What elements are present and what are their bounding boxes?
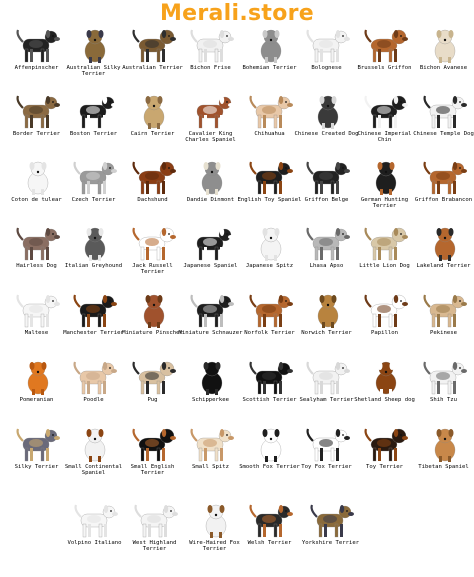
dog-photo: [187, 25, 235, 63]
breed-label: Bolognese: [311, 65, 342, 71]
breed-card-volpino-italiano: [64, 500, 125, 568]
breed-label: Silky Terrier: [14, 464, 59, 470]
breed-label: Little Lion Dog: [359, 263, 410, 269]
dog-photo: [129, 91, 177, 129]
breed-card-scottish-terrier: [239, 357, 300, 425]
dog-photo: [13, 357, 61, 395]
breed-card-norwich-terrier: [296, 290, 357, 358]
breed-card-chinese-created-dog: [296, 91, 357, 159]
dog-photo: [246, 25, 294, 63]
breed-card-sealyham-terrier: [296, 357, 357, 425]
breed-card-pekinese: [413, 290, 474, 358]
dog-photo: [420, 91, 468, 129]
breed-label: Griffon Belge: [304, 197, 349, 203]
breed-card-griffon-belge: [296, 157, 357, 225]
dog-photo: [13, 223, 61, 261]
breed-label: Poodle: [83, 397, 104, 403]
breed-label: Manchester Terrier: [63, 330, 124, 336]
breed-card-coton-de-tulear: [6, 157, 67, 225]
breed-label: Australian Silky Terrier: [66, 65, 121, 78]
dog-photo: [187, 91, 235, 129]
breed-card-shetland-sheep-dog: [354, 357, 415, 425]
breed-card-czech-terrier: [63, 157, 124, 225]
breed-label: Sealyham Terrier: [299, 397, 354, 403]
breed-card-maltese: [6, 290, 67, 358]
dog-photo: [187, 290, 235, 328]
breed-label: Shetland Sheep dog: [354, 397, 415, 403]
breed-label: Small Spitz: [191, 464, 230, 470]
breed-label: Lhasa Apso: [309, 263, 344, 269]
breed-label: Pug: [147, 397, 158, 403]
dog-photo: [420, 357, 468, 395]
breed-card-small-english-terrier: [122, 424, 183, 492]
dog-photo: [246, 424, 294, 462]
dog-photo: [13, 25, 61, 63]
breed-card-cavalier-king-charles-spaniel: [180, 91, 241, 159]
breed-card-bolognese: [296, 25, 357, 93]
breed-card-toy-terrier: [354, 424, 415, 492]
breed-label: Volpino Italiano: [67, 540, 122, 546]
breed-label: Small English Terrier: [130, 464, 175, 477]
dog-photo: [13, 290, 61, 328]
breed-card-miniature-pinscher: [122, 290, 183, 358]
dog-photo: [187, 357, 235, 395]
breed-label: Hairless Dog: [16, 263, 57, 269]
breed-card-brussels-griffon: [354, 25, 415, 93]
breed-card-lakeland-terrier: [413, 223, 474, 291]
breed-card-bichon-avanese: [413, 25, 474, 93]
dog-photo: [246, 157, 294, 195]
dog-photo: [303, 424, 351, 462]
breed-label: Pekinese: [430, 330, 457, 336]
breed-card-australian-silky-terrier: [63, 25, 124, 93]
dog-photo: [71, 500, 119, 538]
breed-card-japanese-spaniel: [180, 223, 241, 291]
breed-label: Tibetan Spaniel: [418, 464, 469, 470]
breed-label: Scottish Terrier: [242, 397, 297, 403]
breed-card-chihuahua: [239, 91, 300, 159]
dog-photo: [361, 91, 409, 129]
breed-label: Miniature Pinscher: [122, 330, 183, 336]
breed-label: Welsh Terrier: [247, 540, 292, 546]
breed-label: Norwich Terrier: [301, 330, 352, 336]
breed-card-pug: [122, 357, 183, 425]
breed-card-lhasa-apso: [296, 223, 357, 291]
dog-photo: [246, 290, 294, 328]
breed-label: Australian Terrier: [122, 65, 183, 71]
breed-label: Pomeranian: [19, 397, 54, 403]
dog-photo: [70, 357, 118, 395]
breed-label: Chinese Temple Dog: [413, 131, 474, 137]
breed-card-dandie-dinmont: [180, 157, 241, 225]
breed-card-italian-greyhound: [63, 223, 124, 291]
breed-label: Dachshund: [137, 197, 168, 203]
dog-photo: [303, 91, 351, 129]
breed-card-german-hunting-terrier: [354, 157, 415, 225]
breed-card-australian-terrier: [122, 25, 183, 93]
breed-label: Small Continental Spaniel: [64, 464, 123, 477]
breed-card-pomeranian: [6, 357, 67, 425]
dog-photo: [361, 357, 409, 395]
dog-photo: [361, 25, 409, 63]
breed-label: Lakeland Terrier: [416, 263, 471, 269]
breed-card-affenpinscher: [6, 25, 67, 93]
dog-photo: [361, 290, 409, 328]
breed-card-chinese-imperial-chin: [354, 91, 415, 159]
breed-label: Japanese Spaniel: [183, 263, 238, 269]
dog-photo: [13, 424, 61, 462]
breed-card-english-toy-spaniel: [239, 157, 300, 225]
breed-label: Toy Fox Terrier: [301, 464, 352, 470]
breed-label: Cairn Terrier: [130, 131, 175, 137]
breed-label: Brussels Griffon: [357, 65, 412, 71]
breed-card-bohemian-terrier: [239, 25, 300, 93]
dog-photo: [361, 157, 409, 195]
dog-photo: [129, 357, 177, 395]
breed-label: Bichon Avanese: [419, 65, 468, 71]
breed-card-miniature-schnauzer: [180, 290, 241, 358]
breed-card-bichon-frise: [180, 25, 241, 93]
breed-label: Wire-Haired Fox Terrier: [189, 540, 240, 553]
breed-card-norfolk-terrier: [239, 290, 300, 358]
dog-photo: [361, 424, 409, 462]
dog-photo: [70, 223, 118, 261]
dog-photo: [70, 25, 118, 63]
dog-photo: [70, 157, 118, 195]
dog-photo: [70, 290, 118, 328]
breed-card-small-spitz: [180, 424, 241, 492]
breed-card-griffon-brabancon: [413, 157, 474, 225]
dog-photo: [246, 91, 294, 129]
breed-card-silky-terrier: [6, 424, 67, 492]
dog-photo: [129, 223, 177, 261]
breed-label: Yorkshire Terrier: [301, 540, 360, 546]
dog-photo: [420, 25, 468, 63]
dog-photo: [246, 500, 294, 538]
dog-photo: [129, 157, 177, 195]
dog-photo: [420, 157, 468, 195]
breed-label: Bichon Frise: [190, 65, 231, 71]
dog-photo: [303, 357, 351, 395]
dog-photo: [187, 157, 235, 195]
breed-label: Papillon: [371, 330, 398, 336]
breed-label: Toy Terrier: [365, 464, 404, 470]
dog-photo: [246, 357, 294, 395]
breed-card-dachshund: [122, 157, 183, 225]
breed-card-little-lion-dog: [354, 223, 415, 291]
breed-label: Italian Greyhound: [64, 263, 123, 269]
breed-card-yorkshire-terrier: [300, 500, 361, 568]
breed-label: Griffon Brabancon: [414, 197, 473, 203]
breed-label: Chinese Created Dog: [294, 131, 359, 137]
breed-label: German Hunting Terrier: [360, 197, 409, 210]
breed-label: Affenpinscher: [14, 65, 59, 71]
breed-label: Norfolk Terrier: [244, 330, 295, 336]
dog-photo: [131, 500, 179, 538]
dog-photo: [191, 500, 239, 538]
breed-card-schipperkee: [180, 357, 241, 425]
breed-label: Border Terrier: [12, 131, 61, 137]
breed-card-tibetan-spaniel: [413, 424, 474, 492]
dog-photo: [13, 157, 61, 195]
dog-photo: [129, 424, 177, 462]
breed-card-boston-terrier: [63, 91, 124, 159]
breed-card-wire-haired-fox-terrier: [184, 500, 245, 568]
breed-label: Maltese: [24, 330, 49, 336]
breed-card-shih-tzu: [413, 357, 474, 425]
breed-card-border-terrier: [6, 91, 67, 159]
breed-label: Jack Russell Terrier: [132, 263, 173, 276]
breed-label: Miniature Schnauzer: [178, 330, 243, 336]
breed-card-manchester-terrier: [63, 290, 124, 358]
breed-card-welsh-terrier: [239, 500, 300, 568]
breed-card-west-highland-terrier: [124, 500, 185, 568]
dog-photo: [303, 25, 351, 63]
dog-photo: [70, 424, 118, 462]
breed-label: Coton de tulear: [11, 197, 62, 203]
dog-photo: [246, 223, 294, 261]
site-title: Merali.store: [159, 1, 315, 26]
dog-photo: [187, 424, 235, 462]
breed-card-small-continental-spaniel: [63, 424, 124, 492]
dog-photo: [303, 157, 351, 195]
breed-label: Japanese Spitz: [245, 263, 294, 269]
breed-card-japanese-spitz: [239, 223, 300, 291]
breed-label: West Highland Terrier: [132, 540, 177, 553]
breed-label: Czech Terrier: [71, 197, 116, 203]
breed-label: Bohemian Terrier: [242, 65, 297, 71]
dog-photo: [420, 424, 468, 462]
dog-photo: [420, 223, 468, 261]
dog-photo: [70, 91, 118, 129]
breed-card-cairn-terrier: [122, 91, 183, 159]
breed-label: Chihuahua: [254, 131, 285, 137]
breed-label: Chinese Imperial Chin: [357, 131, 412, 144]
breed-label: Cavalier King Charles Spaniel: [185, 131, 236, 144]
breed-label: Shih Tzu: [430, 397, 457, 403]
dog-photo: [303, 223, 351, 261]
dog-photo: [187, 223, 235, 261]
breed-label: Schipperkee: [191, 397, 230, 403]
breed-label: Dandie Dinmont: [186, 197, 235, 203]
breed-card-papillon: [354, 290, 415, 358]
breed-label: Boston Terrier: [69, 131, 118, 137]
dog-photo: [13, 91, 61, 129]
dog-photo: [307, 500, 355, 538]
dog-photo: [303, 290, 351, 328]
breed-card-smooth-fox-terrier: [239, 424, 300, 492]
breed-card-jack-russell-terrier: [122, 223, 183, 291]
dog-photo: [129, 25, 177, 63]
dog-photo: [129, 290, 177, 328]
dog-photo: [361, 223, 409, 261]
breed-card-poodle: [63, 357, 124, 425]
breed-card-chinese-temple-dog: [413, 91, 474, 159]
breed-card-toy-fox-terrier: [296, 424, 357, 492]
breed-card-hairless-dog: [6, 223, 67, 291]
breed-label: English Toy Spaniel: [237, 197, 302, 203]
breed-label: Smooth Fox Terrier: [239, 464, 300, 470]
dog-photo: [420, 290, 468, 328]
